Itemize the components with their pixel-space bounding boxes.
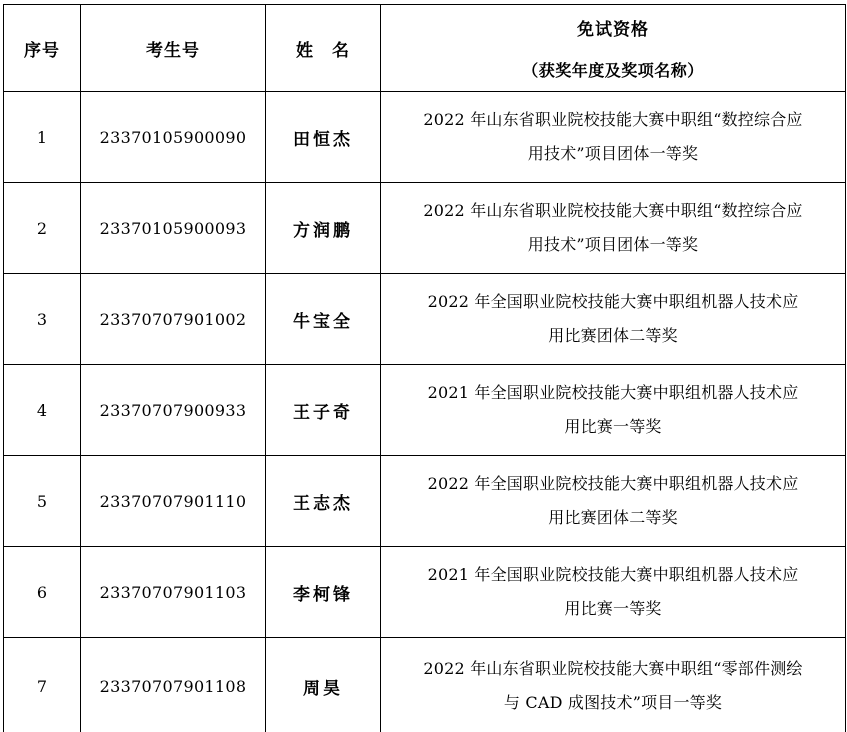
table-row — [4, 92, 846, 183]
cell-exam-number: 23370707901110 — [81, 456, 266, 547]
cell-index: 2 — [4, 183, 81, 274]
qualification-line: 2021 年全国职业院校技能大赛中职组机器人技术应 — [427, 383, 799, 402]
table-row — [4, 274, 846, 365]
qualification-line: 用比赛团体二等奖 — [548, 326, 678, 345]
table-row — [4, 183, 846, 274]
cell-name: 王志杰 — [266, 456, 381, 547]
qualification-line: 用技术”项目团体一等奖 — [527, 235, 699, 254]
qualification-line: 用比赛团体二等奖 — [548, 508, 678, 527]
qualification-line: 2022 年全国职业院校技能大赛中职组机器人技术应 — [427, 474, 799, 493]
cell-index: 7 — [4, 638, 81, 732]
column-header-qualification — [381, 5, 846, 92]
table-row — [4, 365, 846, 456]
qualification-line: 2022 年山东省职业院校技能大赛中职组“数控综合应 — [423, 110, 803, 129]
cell-name: 田恒杰 — [266, 92, 381, 183]
qualification-line: 用比赛一等奖 — [564, 599, 662, 618]
cell-name: 周昊 — [266, 638, 381, 732]
cell-qualification — [381, 183, 846, 274]
cell-index: 1 — [4, 92, 81, 183]
cell-qualification — [381, 638, 846, 732]
column-header-name: 姓 名 — [266, 5, 381, 92]
qualification-line: 与 CAD 成图技术”项目一等奖 — [503, 693, 723, 712]
column-header-qualification-subtitle: （获奖年度及奖项名称） — [522, 61, 704, 80]
table-body — [4, 92, 846, 732]
exemption-qualification-table — [3, 4, 846, 732]
cell-index: 3 — [4, 274, 81, 365]
cell-index: 6 — [4, 547, 81, 638]
cell-qualification — [381, 365, 846, 456]
column-header-qualification-title: 免试资格 — [577, 20, 649, 40]
column-header-index: 序号 — [4, 5, 81, 92]
cell-name: 李柯锋 — [266, 547, 381, 638]
cell-exam-number: 23370105900090 — [81, 92, 266, 183]
column-header-exam-number: 考生号 — [81, 5, 266, 92]
cell-qualification — [381, 456, 846, 547]
cell-name: 方润鹏 — [266, 183, 381, 274]
cell-exam-number: 23370707900933 — [81, 365, 266, 456]
cell-name: 牛宝全 — [266, 274, 381, 365]
cell-exam-number: 23370707901002 — [81, 274, 266, 365]
cell-exam-number: 23370105900093 — [81, 183, 266, 274]
qualification-line: 2022 年山东省职业院校技能大赛中职组“数控综合应 — [423, 201, 803, 220]
cell-qualification — [381, 547, 846, 638]
table-row — [4, 638, 846, 732]
qualification-line: 2022 年全国职业院校技能大赛中职组机器人技术应 — [427, 292, 799, 311]
cell-qualification — [381, 274, 846, 365]
qualification-line: 2022 年山东省职业院校技能大赛中职组“零部件测绘 — [423, 659, 803, 678]
cell-exam-number: 23370707901103 — [81, 547, 266, 638]
cell-index: 5 — [4, 456, 81, 547]
cell-exam-number: 23370707901108 — [81, 638, 266, 732]
cell-index: 4 — [4, 365, 81, 456]
table-row — [4, 456, 846, 547]
qualification-line: 2021 年全国职业院校技能大赛中职组机器人技术应 — [427, 565, 799, 584]
qualification-line: 用比赛一等奖 — [564, 417, 662, 436]
qualification-line: 用技术”项目团体一等奖 — [527, 144, 699, 163]
table-header-row — [4, 5, 846, 92]
cell-qualification — [381, 92, 846, 183]
table-row — [4, 547, 846, 638]
cell-name: 王子奇 — [266, 365, 381, 456]
